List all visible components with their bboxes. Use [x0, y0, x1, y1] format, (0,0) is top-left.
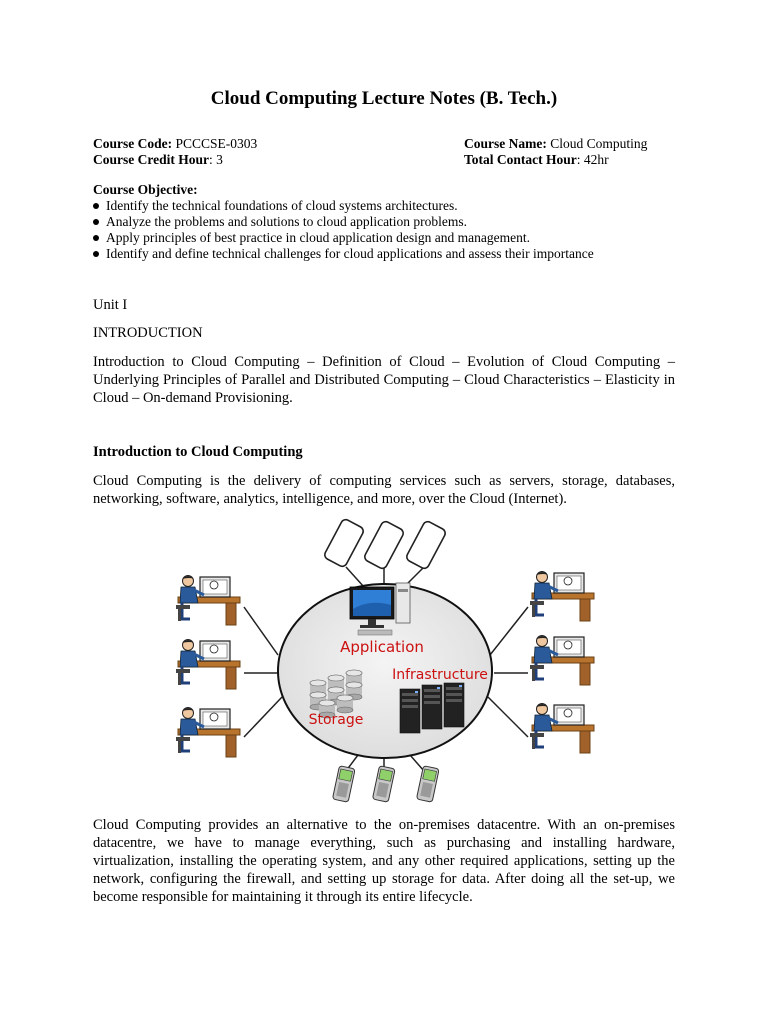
- section-paragraph: Cloud Computing is the delivery of computing services such as servers, storage, databases, networking, software, analytics, intelligence, and more, over the Cloud (Internet).: [93, 473, 675, 507]
- course-name: [464, 136, 647, 152]
- user-workstation-icon: [530, 572, 594, 622]
- server-rack-icon: [400, 683, 464, 733]
- application-label: Application: [340, 638, 424, 656]
- course-code-label: Course Code:: [93, 136, 173, 151]
- objectives-list: [93, 198, 594, 262]
- objective-item: Identify the technical foundations of cloud systems architectures.: [93, 198, 594, 214]
- bullet-icon: [93, 251, 99, 257]
- user-workstation-icon: [530, 704, 594, 754]
- objectives-heading: Course Objective:: [93, 182, 198, 197]
- course-credit-value: : 3: [209, 152, 223, 167]
- storage-label: Storage: [308, 712, 364, 728]
- total-contact-value: : 42hr: [576, 152, 609, 167]
- intro-heading: INTRODUCTION: [93, 325, 203, 341]
- course-credit-label: Course Credit Hour: [93, 152, 209, 167]
- phone-icon: [332, 766, 355, 803]
- objective-item: Apply principles of best practice in cloud application design and management.: [93, 230, 594, 246]
- tablet-icon: [323, 518, 365, 568]
- bullet-icon: [93, 219, 99, 225]
- tablet-icon: [405, 520, 447, 570]
- course-name-value: Cloud Computing: [546, 136, 648, 151]
- total-contact-label: Total Contact Hour: [464, 152, 577, 167]
- unit-label: Unit I: [93, 297, 128, 313]
- intro-topics: Introduction to Cloud Computing – Definition of Cloud – Evolution of Cloud Computing – Underlying Principles of Parallel and Distributed Computing – Cloud Characteristics – Elasticity in Cloud – On-demand Provisioning.: [93, 354, 675, 406]
- section-heading: Introduction to Cloud Computing: [93, 444, 303, 460]
- bullet-icon: [93, 235, 99, 241]
- page-title: Cloud Computing Lecture Notes (B. Tech.): [210, 88, 558, 109]
- bullet-icon: [93, 203, 99, 209]
- user-workstation-icon: [176, 640, 240, 690]
- user-workstation-icon: [530, 636, 594, 686]
- total-contact: [464, 152, 609, 168]
- cloud-diagram: [160, 515, 608, 807]
- course-credit: [93, 152, 223, 168]
- closing-paragraph: Cloud Computing provides an alternative to the on-premises datacentre. With an on-premises datacentre, we have to manage everything, such as purchasing and installing hardware, virtualization, installing the operating system, and any other required applications, setting up the network, configuring the firewall, and setting up storage for data. After doing all the set-up, we become responsible for maintaining it through its entire lifecycle.: [93, 817, 675, 905]
- objective-item: Identify and define technical challenges for cloud applications and assess their importance: [93, 246, 594, 262]
- course-code: [93, 136, 257, 152]
- user-workstation-icon: [176, 576, 240, 626]
- user-workstation-icon: [176, 708, 240, 758]
- objective-item: Analyze the problems and solutions to cloud application problems.: [93, 214, 594, 230]
- infrastructure-label: Infrastructure: [392, 667, 488, 683]
- course-name-label: Course Name:: [464, 136, 547, 151]
- course-code-value: PCCCSE-0303: [172, 136, 258, 151]
- phone-icon: [416, 766, 439, 803]
- tablet-icon: [363, 520, 405, 570]
- phone-icon: [372, 766, 395, 803]
